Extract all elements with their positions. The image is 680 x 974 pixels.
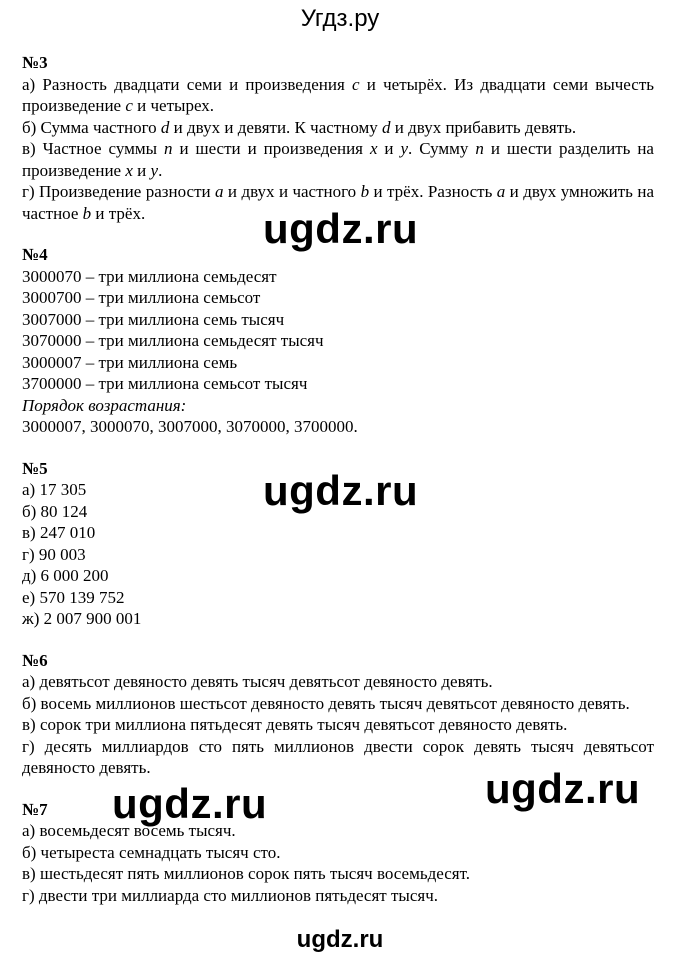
variable: d <box>160 117 170 137</box>
task-5-line: б) 80 124 <box>22 501 88 521</box>
variable: y <box>150 160 159 180</box>
text: и четырех. <box>132 96 215 115</box>
task-6 <box>22 650 654 779</box>
variable: c <box>352 74 360 94</box>
variable: x <box>125 160 133 180</box>
variable: n <box>475 139 484 158</box>
site-footer: ugdz.ru <box>296 926 384 953</box>
variable: b <box>360 182 370 201</box>
watermark: ugdz.ru <box>485 765 641 812</box>
site-title: Угдз.ру <box>300 5 380 32</box>
task-4-line: 3000007 – три миллиона семь <box>22 352 238 372</box>
text: и двух умножить на частное <box>22 182 654 223</box>
task-4 <box>22 244 654 438</box>
task-3-item-a <box>22 74 654 117</box>
task-3-title: №3 <box>22 53 48 72</box>
text: г) Произведение разности <box>22 182 216 201</box>
text: и двух и девяти. К частному <box>169 117 382 137</box>
task-4-order: 3000007, 3000070, 3007000, 3070000, 3700000. <box>22 417 358 436</box>
text: а) Разность двадцати семи и произведения <box>22 74 353 94</box>
text: и трёх. <box>91 203 146 223</box>
variable: n <box>164 139 173 158</box>
text: в) Частное суммы <box>22 139 164 158</box>
task-3-item-b <box>22 117 654 139</box>
task-4-line: 3000070 – три миллиона семьдесят <box>22 266 277 286</box>
task-6-line: б) восемь миллионов шестьсот девяносто девять тысяч девятьсот девяносто девять. <box>22 693 630 713</box>
task-6-line: а) девятьсот девяносто девять тысяч девятьсот девяносто девять. <box>22 672 493 691</box>
task-4-line: 3000700 – три миллиона семьсот <box>22 288 261 307</box>
task-5-line: в) 247 010 <box>22 523 96 542</box>
text: и четырёх. Из двадцати семи вычесть произведение <box>22 74 654 115</box>
task-6-line: в) сорок три миллиона пятьдесят девять тысяч девятьсот девяносто девять. <box>22 715 568 734</box>
task-4-line: 3070000 – три миллиона семьдесят тысяч <box>22 331 324 350</box>
watermark: ugdz.ru <box>263 467 419 514</box>
task-6-line: г) десять миллиардов сто пять миллионов двести сорок девять тысяч девятьсот девяносто девять. <box>22 736 654 777</box>
task-7-line: г) двести три миллиарда сто миллионов пятьдесят тысяч. <box>22 885 438 905</box>
task-4-title: №4 <box>22 245 48 264</box>
task-7-line: б) четыреста семнадцать тысяч сто. <box>22 842 281 862</box>
text: б) Сумма частного <box>22 117 161 137</box>
variable: b <box>82 203 92 223</box>
watermark: ugdz.ru <box>112 780 268 827</box>
task-5-line: ж) 2 007 900 001 <box>22 609 142 628</box>
task-6-title: №6 <box>22 650 48 670</box>
task-7-line: в) шестьдесят пять миллионов сорок пять тысяч восемьдесят. <box>22 864 470 883</box>
text: . <box>158 160 163 180</box>
text: и трёх. Разность <box>369 182 497 201</box>
variable: c <box>125 96 133 115</box>
text: и <box>132 160 151 180</box>
variable: x <box>369 139 378 158</box>
task-5-line: е) 570 139 752 <box>22 587 125 607</box>
task-7-line: а) восемьдесят восемь тысяч. <box>22 821 236 840</box>
variable: a <box>496 182 506 201</box>
watermark: ugdz.ru <box>263 205 419 252</box>
text: и двух и частного <box>223 182 361 201</box>
variable: y <box>400 139 409 158</box>
text: . Сумму <box>408 139 476 158</box>
task-5-line: д) 6 000 200 <box>22 566 109 585</box>
task-5-title: №5 <box>22 458 48 478</box>
text: и шести и произведения <box>172 139 370 158</box>
text: и двух прибавить девять. <box>390 117 577 137</box>
variable: d <box>382 117 391 137</box>
text: и шести разделить на произведение <box>22 139 654 180</box>
task-3-item-v <box>22 138 654 181</box>
variable: a <box>215 182 224 201</box>
task-4-line: 3007000 – три миллиона семь тысяч <box>22 309 285 329</box>
task-7-title: №7 <box>22 799 48 819</box>
task-5-line: г) 90 003 <box>22 544 86 564</box>
task-4-order-label: Порядок возрастания: <box>22 395 187 415</box>
text: и <box>377 139 401 158</box>
task-4-line: 3700000 – три миллиона семьсот тысяч <box>22 374 308 393</box>
task-5-line: а) 17 305 <box>22 480 87 499</box>
task-3 <box>22 52 654 224</box>
